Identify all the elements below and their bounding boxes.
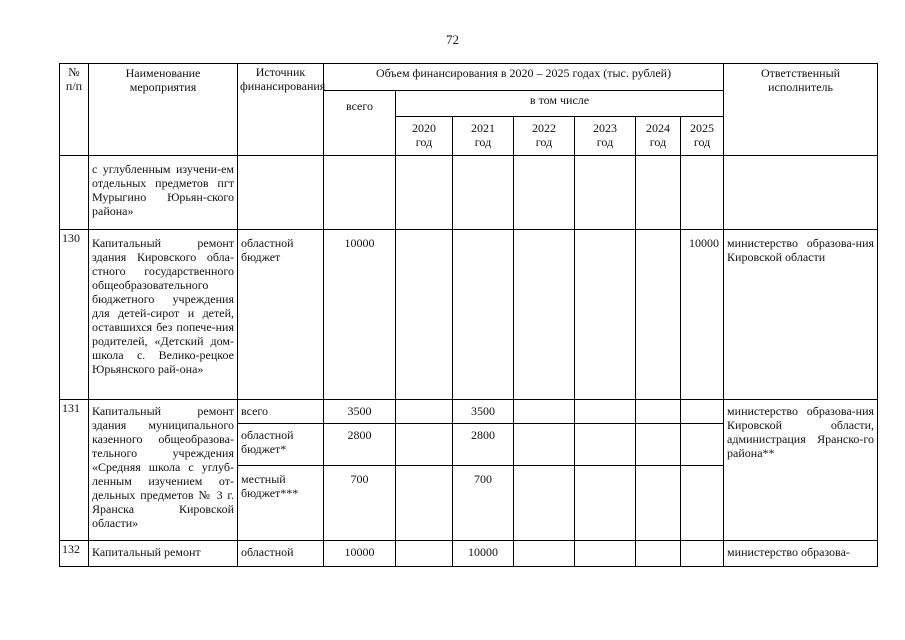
row-responsible: министерство образова-ния Кировской области <box>724 230 878 400</box>
header-responsible: Ответственный исполнитель <box>724 64 878 156</box>
header-source: Источник финансирования <box>238 64 324 156</box>
row-name: с углубленным изучени-ем отдельных предметов пгт Мурыгино Юрьян-ского района» <box>89 156 238 230</box>
row-2021: 3500 <box>453 400 514 424</box>
row-total: 10000 <box>324 541 396 567</box>
row-2021: 700 <box>453 466 514 541</box>
table-row <box>60 230 878 400</box>
financing-table <box>59 63 878 567</box>
row-total: 700 <box>324 466 396 541</box>
row-responsible: министерство образова-ния Кировской области, администрация Яранско-го района** <box>724 400 878 541</box>
row-number: 132 <box>60 541 89 567</box>
header-including: в том числе <box>396 91 724 117</box>
row-total: 2800 <box>324 424 396 466</box>
page-number: 72 <box>446 32 459 47</box>
header-volume: Объем финансирования в 2020 – 2025 годах (тыс. рублей) <box>324 64 724 91</box>
header-year-2020: 2020 год <box>396 117 453 156</box>
row-number: 130 <box>60 230 89 400</box>
row-2021: 2800 <box>453 424 514 466</box>
table-row <box>60 541 878 567</box>
table-row <box>60 156 878 230</box>
row-total: 3500 <box>324 400 396 424</box>
header-year-2025: 2025 год <box>681 117 724 156</box>
header-number: № п/п <box>60 64 89 156</box>
row-source: областной бюджет <box>238 230 324 400</box>
row-name: Капитальный ремонт здания Кировского обла-стного государственного общеобразовательного бюджетного учреждения для детей-сирот и детей, оставшихся без попече-ния родителей, «Детский дом-школа с. Велико-рецкое Юрьянского рай-она» <box>89 230 238 400</box>
header-total: всего <box>324 91 396 156</box>
row-source: областной <box>238 541 324 567</box>
row-total: 10000 <box>324 230 396 400</box>
row-source: местный бюджет*** <box>238 466 324 541</box>
row-source: областной бюджет* <box>238 424 324 466</box>
header-year-2024: 2024 год <box>636 117 681 156</box>
header-year-2021: 2021 год <box>453 117 514 156</box>
row-name: Капитальный ремонт <box>89 541 238 567</box>
row-name: Капитальный ремонт здания муниципального казенного общеобразова-тельного учреждения «Средняя школа с углуб-ленным изучением от-дельных предметов № 3 г. Яранска Кировской области» <box>89 400 238 541</box>
row-source: всего <box>238 400 324 424</box>
row-responsible: министерство образова- <box>724 541 878 567</box>
table-row <box>60 400 878 424</box>
row-2025: 10000 <box>681 230 724 400</box>
header-year-2022: 2022 год <box>514 117 575 156</box>
header-year-2023: 2023 год <box>575 117 636 156</box>
header-name: Наименование мероприятия <box>89 64 238 156</box>
row-number: 131 <box>60 400 89 541</box>
row-2021: 10000 <box>453 541 514 567</box>
